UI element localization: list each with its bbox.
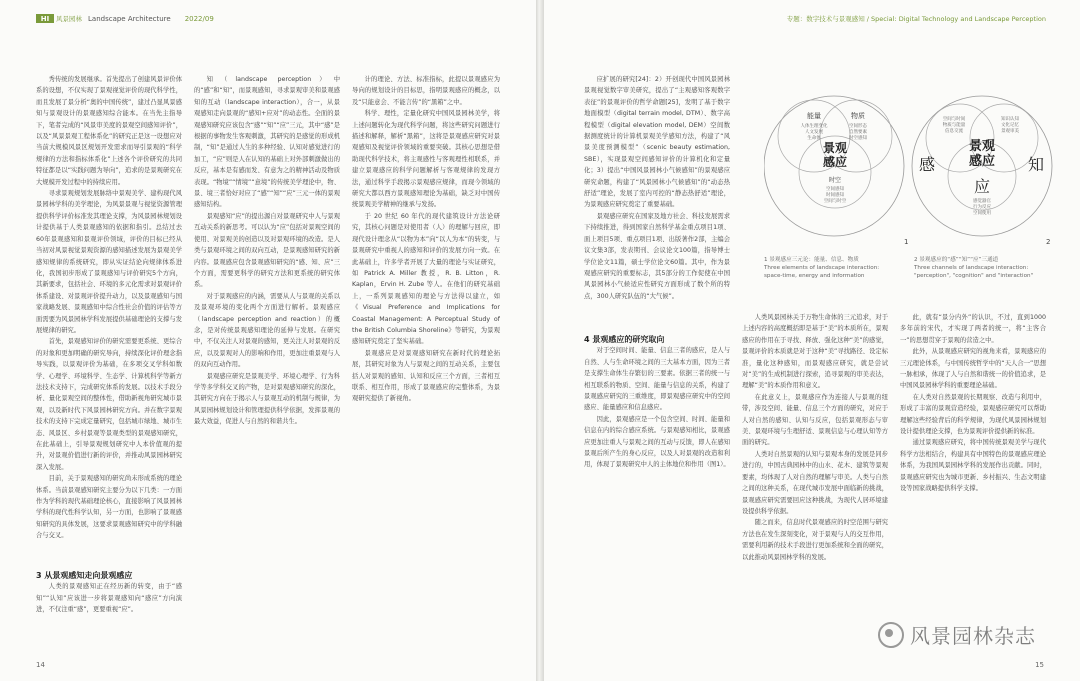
left-column-2 <box>194 74 340 640</box>
paragraph: 科学、理性，定量化研究中国风景园林美学，将上述问题转化为现代科学问题，将这些研究问题进行描述和解释，解析“黑箱”，这将是景观感应研究对景观感知及视觉评价领域的重要突破。其核心思想是借助现代科学技术，将主观感性与客观理性相联系，并建立景观感应的科学问题解析与客观规律的发现方法，通过科学手段揭示景观感应规律，而现今领域的研究大都以西方景观感知理论为基础，缺乏对中国传统景观美学精神的继承与发扬。 <box>352 110 500 209</box>
fig2-bottom-item1: 感觉器官 <box>973 199 991 204</box>
paragraph: 在此意义上，景观感应作为连接人与景观的纽带，涉及空间、能量、信息三个方面的研究，对应于人对自然的感知、认知与反应，包括景观形态与审美、景观环境与生理舒适、景观信息与心理认知等方面的研究。 <box>742 393 888 447</box>
fig2-caption-en: Three channels of landscape interaction: "perception", "cognition" and "interaction" <box>914 265 1034 279</box>
spine-gutter <box>536 0 544 681</box>
fig1-top-right-item2: 自然要素 <box>849 130 867 135</box>
logo-mark-icon: HI <box>36 14 54 23</box>
right-page <box>544 0 1080 681</box>
fig2-caption <box>914 256 1044 280</box>
left-column-1 <box>36 74 182 620</box>
fig2-right-char: 知 <box>1027 155 1045 174</box>
right-column-1-top <box>584 74 730 330</box>
paragraph: 对于空间时间、能量、信息三者的感应，是人与自然、人与生命环境之间的三大基本方面，因为三者是支撑生命体生存繁衍的三要素。依据三者的统一与相互联系的物质、空间、能量与信息的关系，构建了景观感应研究的三重维度，即景观感应研究中的空间感应、能量感应和信息感应。 <box>584 347 730 412</box>
figure-diagrams <box>764 74 1054 274</box>
section-heading: 4 景观感应的研究取向 <box>584 335 665 344</box>
paragraph: 此，就有“景分内外”的认识，不过，直到1000多年前的宋代，才实现了两者的统一，将“主客合一”的思想贯穿于景观的营造之中。 <box>900 314 1046 344</box>
paragraph: 寻求景观规划发展脉络中景观美学、建构现代风景园林学科的美学理论，为风景景观与视觉资源管理提供科学评价标准发其理论支撑，为风景园林规划设计提供基于人类景观感知的依据和指引。总结过去60年景观感知和景观评价领域，评价的目标已经从当初对风景视觉景观资源的感知描述发展为景观美学感知规律的系统研究，即从实证结论向规律体系进化，我国初步形成了景观感知与评价研究5个方向，其新要求，包括社会、环境的多元化需求对景观评价体系建设、对景观评价提升动力，以及景观感知与国家战略发展、景观感知中综合性社会价值的评估等方面需要为风景园林学科发展提供基础理论的支撑与发展规律的研究。 <box>36 190 182 334</box>
paragraph: 人类风景园林关于万物生命体的三元追求，对于上述内容的高度概括即是基于“美”的本质所在，景观感应的作用在于寻找、释放、强化这种“美”的感觉，景观评价的本质就是对于这种“美”寻找路径、设定标准，量化这种感知，而景观感应研究，就是尝试对“美”的生成机制进行探索，追寻景观的审美表达，理解“美”的本质作用和意义。 <box>742 314 888 390</box>
fig1-top-right-label: 物质 <box>851 112 865 120</box>
issue-number: 2022/09 <box>184 14 214 23</box>
fig2-center-line1: 景观 <box>968 139 996 154</box>
fig1-bottom-item2: 时间感知 <box>826 193 844 198</box>
paragraph: 对于景观感应的内涵，需要从人与景观的关系以及景观环境的变化两个方面进行解析。景观感应（landscape perception and reaction）的概念，是对传统景观感知理论的延伸与发展。在研究中，不仅关注人对景观的感知，更关注人对景观的反应，以及景观对人的影响和作用，更加注重景观与人的双向互动作用。 <box>194 292 340 369</box>
right-column-3 <box>900 312 1046 608</box>
paragraph: 于 20 世纪 60 年代的现代建筑设计方法论研究，其核心问题是对使用者（人）的理解与回应，即现代设计理念从“以物为本”向“以人为本”的转变，与景观研究中重视人的感知和评价的发展方向一致。在此基础上，许多学者开展了大量的理论与实证研究，如 Patrick A. Miller 教授，R. B. Litton，R. Kaplan，Ervin H. Zube 等人。在他们的研究基础上，一系列景观感知的理论与方法得以建立，如《Visual Preference and Implications for Coastal Management: A Perceptual Study of the British Columbia Shoreline》等研究，为景观感知研究奠定了坚实基础。 <box>352 212 500 346</box>
fig2-right-item3: 景观审美 <box>1001 129 1019 134</box>
fig1-venn <box>764 96 904 236</box>
figure-area <box>764 74 1054 304</box>
fig1-number: 1 <box>904 238 909 246</box>
watermark-text: 风景园林杂志 <box>910 624 1036 648</box>
paragraph: 人类的景观感知正在经历新的转变，由于“感知”“认知”应该进一步将景观感知向“感应”方向演进，不仅注重“感”，更要重视“应”。 <box>36 583 182 614</box>
left-page <box>0 0 536 681</box>
watermark <box>878 620 1036 649</box>
paragraph: 景观感应是对景观感知研究在新时代的理论拓展，其研究对象为人与景观之间的互动关系，主要包括人对景观的感知、认知和反应三个方面，三者相互联系、相互作用，形成了景观感应的完整体系，为景观研究提供了新视角。 <box>352 349 500 403</box>
paragraph: 此外，从景观感应研究的视角来看，景观感应的三元理论体系，与中国传统哲学中的“天人合一”思想一脉相承，体现了人与自然和谐统一的价值追求，是中国风景园林学科的重要理论基础。 <box>900 348 1046 390</box>
paragraph: 因此，景观感应是一个包含空间、时间、能量和信息在内的综合感应系统。与景观感知相比，景观感应更加注重人与景观之间的互动与反馈，即人在感知景观后所产生的身心反应，以及人对景观的改造和利用，体现了景观研究中人的主体地位和作用（图1）。 <box>584 415 730 469</box>
wechat-icon <box>878 622 904 648</box>
fig1-top-right-item3: 时空感知 <box>849 136 867 141</box>
page-number-right: 15 <box>1035 661 1044 669</box>
left-header <box>36 14 214 23</box>
fig2-left-char: 感 <box>918 155 936 174</box>
paragraph: 计的理论、方法、标准指标，此提以景观感应为导向的规划设计的目标思，指明景观感应的概念，以及“只能意会、不能言传”的“黑箱”之中。 <box>352 76 500 106</box>
fig2-venn <box>912 96 1052 236</box>
fig1-caption-en: Three elements of landscape interaction: space-time, energy and information <box>764 265 880 279</box>
page-number-left: 14 <box>36 661 45 669</box>
fig1-center-line1: 景观 <box>822 141 848 155</box>
fig1-caption <box>764 256 894 280</box>
fig1-top-left-item2: 人文发展 <box>805 130 823 135</box>
fig2-left-item2: 物质与能量 <box>942 123 966 128</box>
fig1-bottom-label: 时空 <box>828 177 842 184</box>
paragraph: 景观感知“应”的提出源自对景观研究中人与景观互动关系的新思考。可以认为“应”包括对景观空间的使用、对景观美的创造以及对景观环境的改造。是人类与景观环境之间的双向互动，是景观感知研究的新内容。景观感应包含景观感知研究的“感、知、应”三个方面，需要更科学的研究方法和更系统的研究体系。 <box>194 212 340 289</box>
fig2-right-item2: 文化记忆 <box>1001 123 1019 128</box>
right-header: 专题：数字技术与景观感知 / Special: Digital Technology and Landscape Perception <box>786 15 1046 23</box>
fig2-number: 2 <box>1046 238 1051 246</box>
paragraph: 在人类对自然景观的长期观察、改造与利用中，形成了丰富的景观营造经验，景观感应研究可以帮助理解这些经验背后的科学规律，为现代风景园林规划设计提供理论支撑，也为景观评价提供新的标准。 <box>900 393 1046 436</box>
fig2-caption-cn: 2 景观感应的“感”“知”“应”三通道 <box>914 257 999 263</box>
paragraph: 知（landscape perception）中的“感”和“知”，而景观感知，寻求景观审美和景观感知的互动（landscape interaction），合一，从景观感知走向景观的“感知+应对”的动态性。全面的景观感知研究应该包含“感”“知”“应”三元，其中“感”是根据的事物发生客观刺激，其研究的是感觉的形成机制，“知”是通过人生的多种经验、认知对感觉进行的加工，“应”则是人在认知的基础上对外部刺激做出的反应，基本是有感而发、有意为之的精神活动及物质表现。“物境”“情境”“意境”的传统美学理论中，物、景、境三者恰好对应了“感”“知”“应”三元一体的景观感知结构。 <box>194 76 340 209</box>
paragraph: 景观感应研究在国家及地方社会、科技发展需求下持续推进，得到国家自然科学基金重点项目1项、面上项目5项、重点项目1项、出版著作2部，主编会议文集3部，发表期刊、会议论文100篇，指导博士学位论文11篇，硕士学位论文60篇。其中，作为景观感应研究的重要标志，其5部分的工作促使在中国风景园林小气候适应性研究方面形成了数个所的特点，300人研究队伍的“大气候”。 <box>584 212 730 300</box>
fig2-left-item3: 信息交流 <box>945 129 963 134</box>
paragraph: 人类对自然景观的认知与景观本身的发展是同步进行的，中国古典园林中的山水、花木、建筑等景观要素，均体现了人对自然的理解与审美。人类与自然之间的这种关系，在现代城市发展中面临新的挑战，景观感应研究需要回应这种挑战，为现代人居环境建设提供科学依据。 <box>742 450 888 515</box>
paragraph: 首先，景观感知评价的研究需要更系统、更综合的对象和更加明确的研究导向，持续深化评价理念指导实践，以景观评价为基础，在多项交叉学科如数学、心理学、环境科学、生态学、计算机科学等新方法技术支持下，完成研究体系的发展。以技术手段分析、量化景观空间的整体性，借助新视角研究城市景观，以及新时代下风景园林研究方向。并在数字景观技术的支持下完成定量研究，包括城市绿地、城市生态、风景区、乡村景观等景观类型的景观感知研究，在此基础上，引导景观规划研究中人本价值观的提升，对景观价值进行新的评价，并推动风景园林研究深入发展。 <box>36 338 182 471</box>
left-column-1-section <box>36 570 182 640</box>
fig2-bottom-item2: 行为反应 <box>973 205 991 210</box>
fig2-center-line2: 感应 <box>968 154 996 169</box>
paragraph: 景观感应研究是景观美学、环境心理学、行为科学等多学科交叉的产物，是对景观感知研究的深化，其研究方向在于揭示人与景观互动的机制与规律，为风景园林规划设计和管理提供科学依据，发挥景观的最大效益，促进人与自然的和谐共生。 <box>194 372 340 426</box>
journal-name: Landscape Architecture <box>88 14 171 23</box>
fig1-top-right-item1: 空间形态 <box>849 124 867 129</box>
left-column-3 <box>352 74 500 640</box>
fig1-top-left-items: 人体生理变化 <box>800 124 828 129</box>
fig2-bottom-char: 应 <box>973 177 991 196</box>
fig2-bottom-item3: 空间使用 <box>973 211 991 216</box>
section-heading: 3 从景观感知走向景观感应 <box>36 571 133 580</box>
fig2-right-item1: 知识认知 <box>1001 117 1019 122</box>
fig1-caption-cn: 1 景观感应三元论：能量、信息、物质 <box>764 257 859 263</box>
fig2-left-item1: 空间与时间 <box>942 117 966 122</box>
fig1-bottom-item1: 空间感知 <box>826 187 844 192</box>
right-column-1-bottom <box>584 334 730 640</box>
paragraph: 秀传统的发展继承。首先提出了创建风景评价体系的设想，不仅实现了景观视觉评价的现代科学性，而且发展了景分析“奥的中国传统”，建过凸显风景感知与景观设计的景观感知综合能本。在当先主指导下，笔者完成的“风景审美度的景观空间感知评价”，以及“风景景观工程体系化”的研究正是这一设想应对当前大规模风景区规划开发需求而导引景观的“科学规律的方法和指标体系化”上述各个评价研究的共同特征都是以“实践问题为导向”，追求的是景观研究在大规模开发过程中的持续应用。 <box>36 76 182 186</box>
fig1-center-line2: 感应 <box>822 155 848 169</box>
paragraph: 通过景观感应研究，将中国传统景观美学与现代科学方法相结合，构建具有中国特色的景观感应理论体系，为我国风景园林学科的发展作出贡献。同时，景观感应研究也为城市更新、乡村振兴、生态文明建设等国家战略提供科学支撑。 <box>900 439 1046 493</box>
right-column-2 <box>742 312 888 640</box>
fig1-bottom-item3: 空间与时空 <box>823 199 847 204</box>
journal-logo <box>36 14 82 23</box>
paragraph: 应扩展的研究[24]：2）开创现代中国风景园林景观视觉数字审美研究，提出了“主观感知客观数字表征”的景观评价的哲学命题[25]，发明了基于数字地面模型（digital terrain model, DTM）、数字高程模型（digital elevation model, DEM）空间数据测度统计的计算机景观美学感知方法，构建了“风景美度预测模型”（scenic beauty estimation, SBE），实现景观空间感知评价的计算机化和定量化；3）提出“中国风景园林小气候感知”的景观感应研究命题，构建了“风景园林小气候感知”的“动态热舒适”理论，发展了室内可控的“静态热舒适”理论，为景观感应研究奠定了重要基础。 <box>584 76 730 209</box>
logo-text: 风景园林 <box>56 15 82 23</box>
fig1-top-left-item3: 生命体 <box>807 136 821 141</box>
fig1-top-left-label: 能量 <box>807 112 821 120</box>
paragraph: 目前，关于景观感知的研究尚未形成系统的理论体系。当前景观感知研究主要分为以下几类：一方面作为学科的现代基础理论核心，直接影响了风景园林学科的现代性科学认知，另一方面，也影响了景观感知研究的具体发展，这要求景观感知研究中的学科融合与交叉。 <box>36 475 182 540</box>
paragraph: 随之而来，信息时代景观感应的时空范围与研究方法也在发生深刻变化，对于景观与人的交互作用，需要利用新的技术手段进行更加系统和全面的研究，以此推动风景园林学科的发展。 <box>742 519 888 561</box>
